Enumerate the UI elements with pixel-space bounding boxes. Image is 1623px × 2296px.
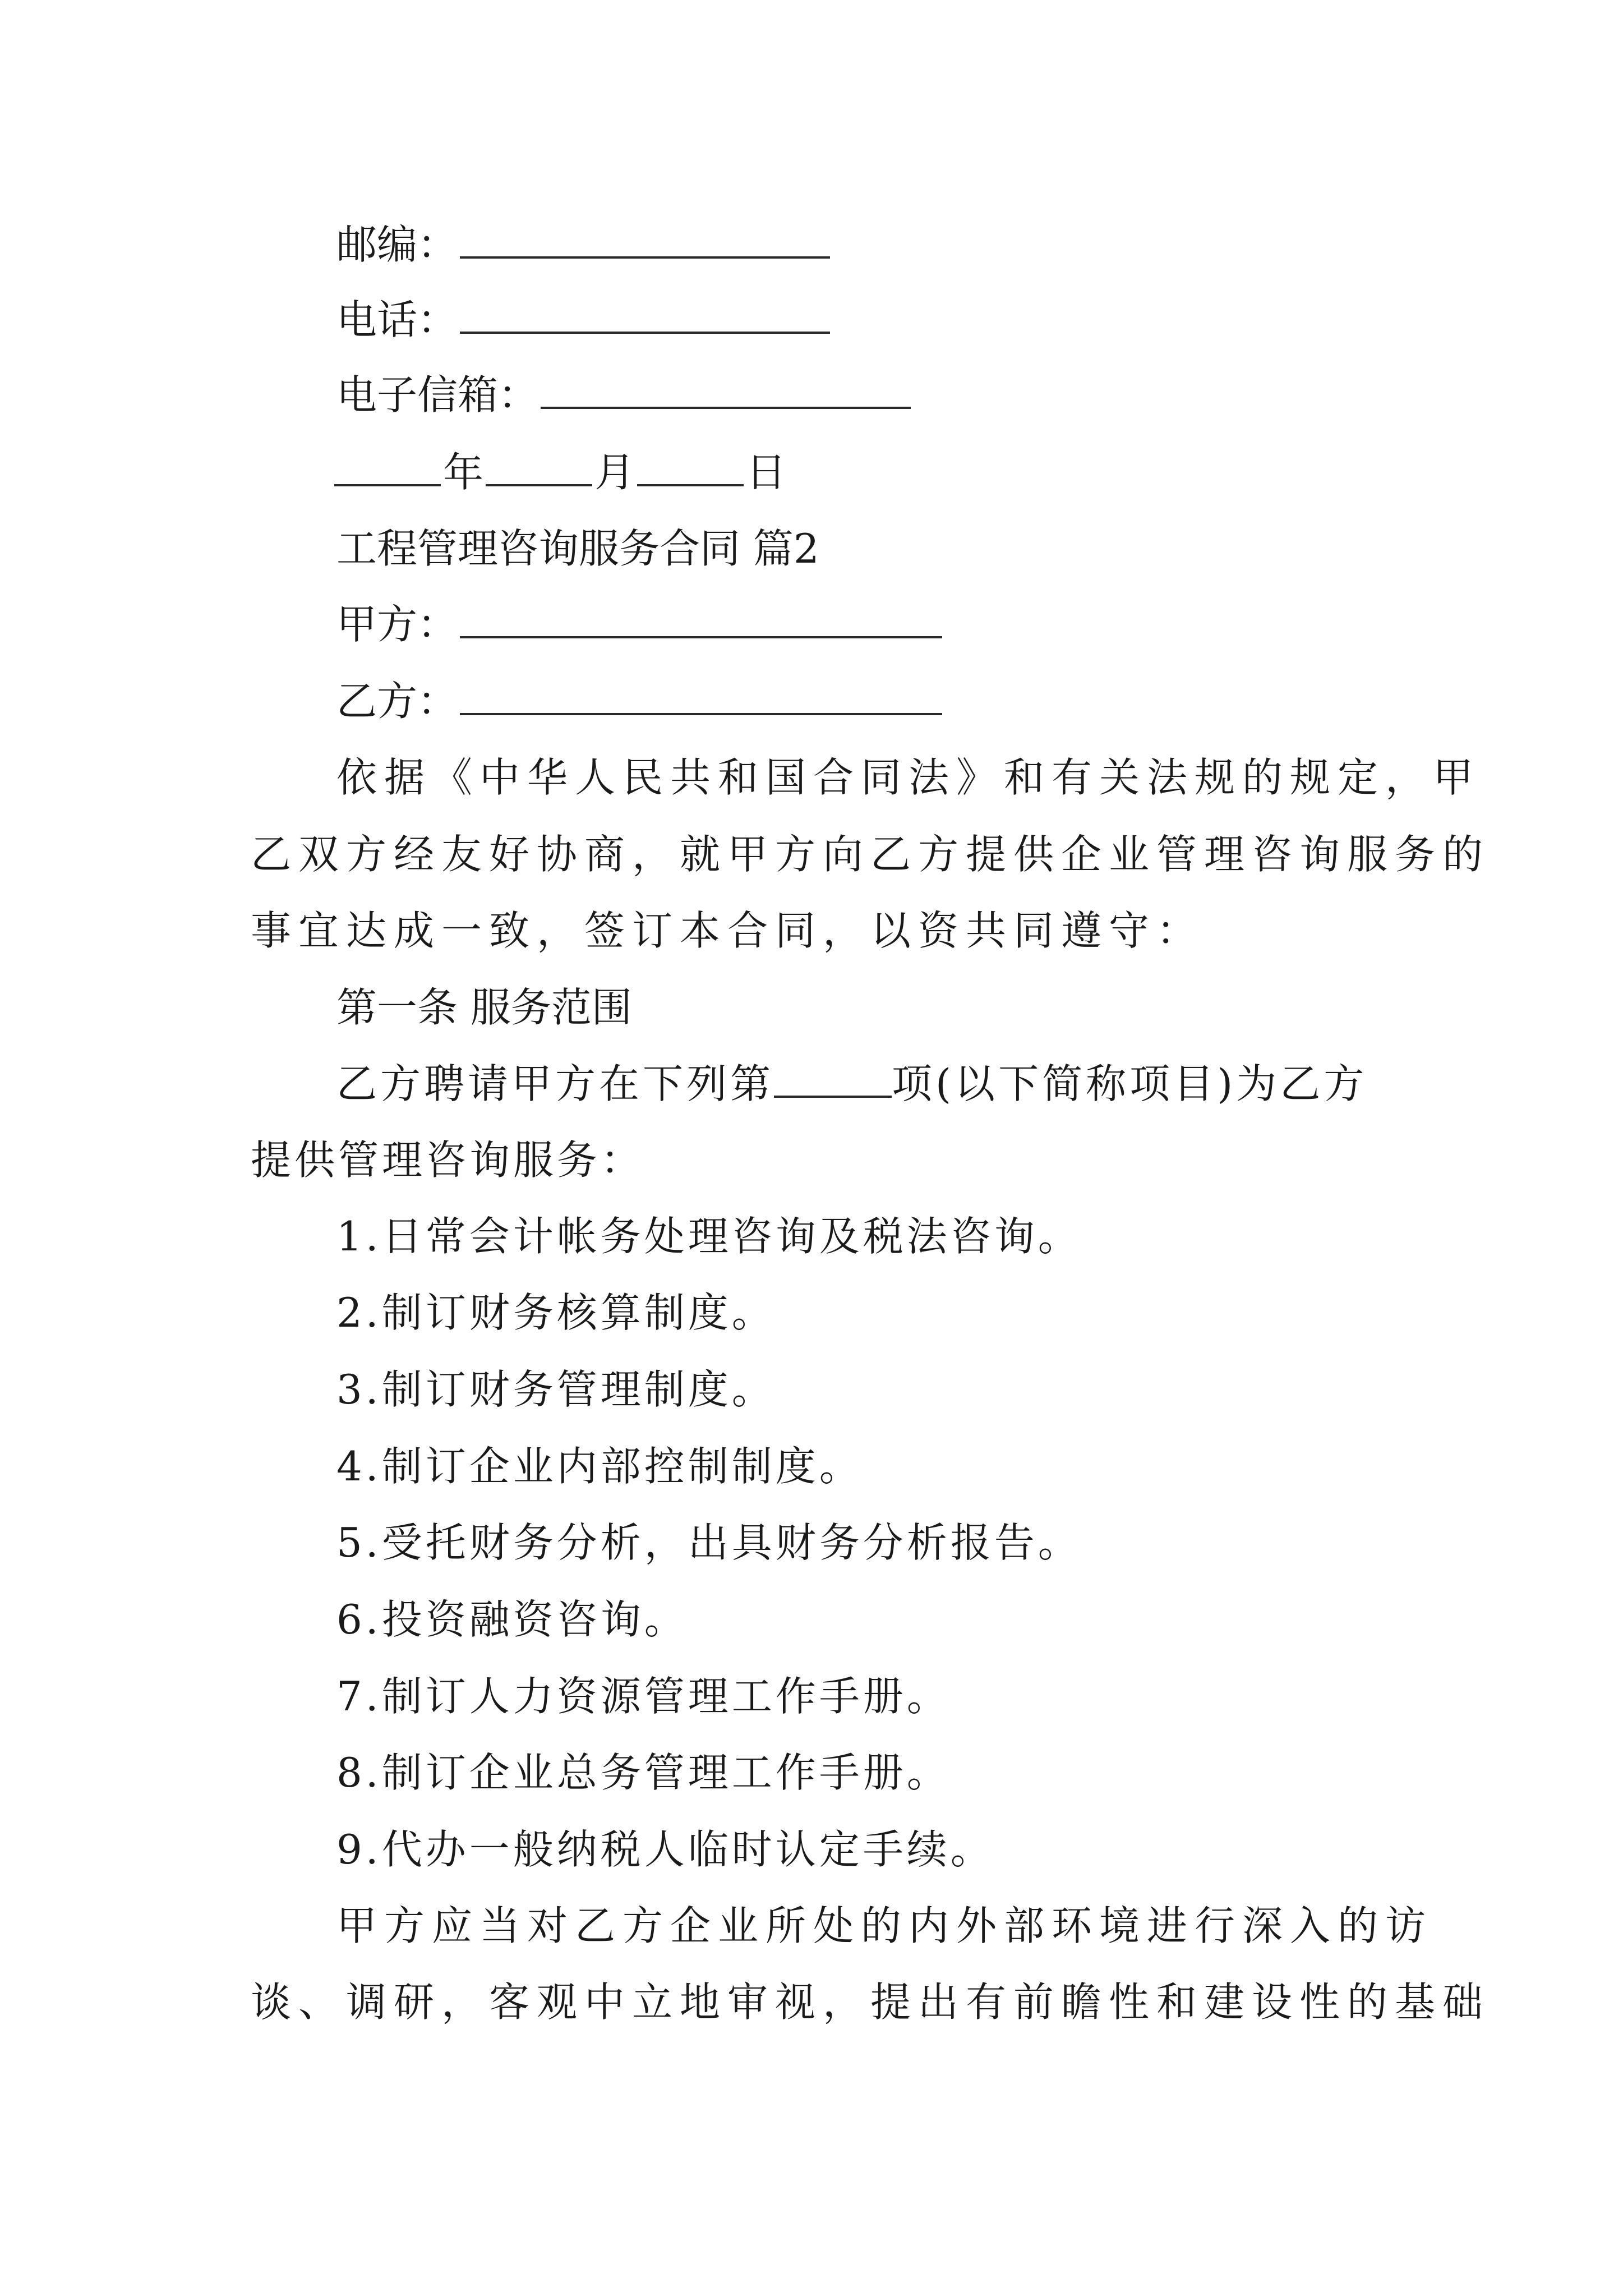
- phone-blank: [460, 327, 830, 334]
- list-item: 1.日常会计帐务处理咨询及税法咨询。: [336, 1213, 1082, 1260]
- party-a-blank: [460, 632, 942, 638]
- email-blank: [541, 402, 911, 409]
- intro-line-2: 乙双方经友好协商，就甲方向乙方提供企业管理咨询服务的: [251, 831, 1491, 878]
- year-blank: [334, 480, 441, 486]
- article-1-para-part-a: 乙方聘请甲方在下列第: [336, 1060, 774, 1107]
- list-item: 2.制订财务核算制度。: [336, 1289, 776, 1336]
- email-label: 电子信箱：: [336, 371, 539, 418]
- postcode-label: 邮编：: [336, 221, 458, 268]
- list-item: 4.制订企业内部控制制度。: [336, 1443, 863, 1490]
- phone-line: [336, 296, 832, 343]
- intro-line-3: 事宜达成一致，签订本合同，以资共同遵守：: [251, 907, 1205, 954]
- month-label: 月: [594, 449, 635, 496]
- year-label: 年: [443, 449, 484, 496]
- list-item: 5.受托财务分析，出具财务分析报告。: [336, 1519, 1082, 1566]
- intro-line-1: 依据《中华人民共和国合同法》和有关法规的规定，甲: [336, 754, 1481, 801]
- email-line: [336, 371, 913, 418]
- party-a-label: 甲方：: [336, 601, 458, 648]
- list-item: 3.制订财务管理制度。: [336, 1366, 776, 1413]
- party-b-blank: [460, 708, 942, 715]
- date-line: [334, 449, 787, 496]
- list-item: 6.投资融资咨询。: [336, 1596, 688, 1643]
- closing-line-2: 谈、调研，客观中立地审视，提出有前瞻性和建设性的基础: [251, 1978, 1491, 2026]
- section-title: 工程管理咨询服务合同 篇2: [336, 525, 819, 572]
- list-item: 8.制订企业总务管理工作手册。: [336, 1749, 951, 1796]
- party-a-line: [336, 601, 944, 648]
- month-blank: [486, 480, 592, 486]
- article-1-para-line-2: 提供管理咨询服务：: [251, 1137, 645, 1184]
- list-item: 7.制订人力资源管理工作手册。: [336, 1673, 951, 1720]
- item-number-blank: [774, 1091, 892, 1098]
- postcode-blank: [460, 252, 830, 259]
- article-1-title: 第一条 服务范围: [336, 984, 632, 1031]
- phone-label: 电话：: [336, 296, 458, 343]
- article-1-para-part-b: 项(以下简称项目)为乙方: [892, 1060, 1368, 1107]
- closing-line-1: 甲方应当对乙方企业所处的内外部环境进行深入的访: [336, 1902, 1433, 1949]
- day-blank: [637, 480, 744, 486]
- article-1-para-line-1: [336, 1060, 1368, 1107]
- list-item: 9.代办一般纳税人临时认定手续。: [336, 1826, 994, 1873]
- day-label: 日: [746, 449, 787, 496]
- postcode-line: [336, 221, 832, 268]
- party-b-line: [336, 678, 944, 725]
- party-b-label: 乙方：: [336, 678, 458, 725]
